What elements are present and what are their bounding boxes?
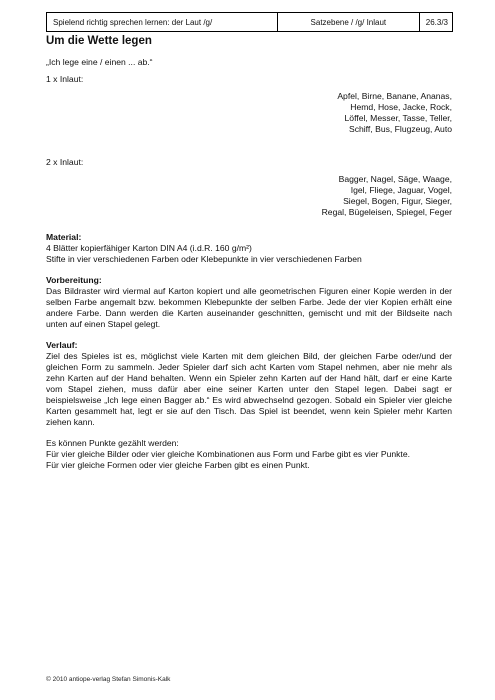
verlauf-heading: Verlauf:	[46, 340, 78, 350]
vorbereitung-text: Das Bildraster wird viermal auf Karton kopiert und alle geometrischen Figuren einer Kopie werden in der selben Farbe angemalt bzw. bekommen Klebepunkte der selben Farbe. Jede der vier Kopien erhält eine andere Farbe. Dann werden die Karten auseinander geschnitten, gemischt und mit der Bildseite nach unten auf einen Stapel gelegt.	[46, 286, 452, 329]
word-list-1-line: Hemd, Hose, Jacke, Rock,	[350, 102, 452, 112]
word-list-2-line: Regal, Bügeleisen, Spiegel, Feger	[321, 207, 452, 217]
word-list-1-line: Löffel, Messer, Tasse, Teller,	[344, 113, 452, 123]
page-title: Um die Wette legen	[46, 35, 152, 47]
target-sentence: „Ich lege eine / einen ... ab.“	[46, 57, 153, 67]
copyright-footer: © 2010 antiope-verlag Stefan Simonis-Kalk	[46, 676, 171, 683]
section1-label: 1 x Inlaut:	[46, 74, 84, 84]
word-list-1	[46, 91, 452, 135]
header-title: Spielend richtig sprechen lernen: der Laut /g/	[47, 13, 278, 31]
verlauf-text: Ziel des Spieles ist es, möglichst viele Karten mit dem gleichen Bild, der gleichen Farbe oder/und der gleichen Form zu sammeln. Jeder Spieler darf sich acht Karten vom Stapel nehmen, aber nie mehr als zehn Karten auf der Hand behalten. Wenn ein Spieler zehn Karten auf der Hand hält, darf er eine Karte vom Stapel ziehen, muss dafür aber eine seiner Karten unter den Stapel legen. Dabei sagt er beispielsweise „Ich lege einen Bagger ab.“ Es wird abwechselnd gezogen. Sobald ein Spieler vier gleiche Karten gesammelt hat, legt er sie auf den Tisch. Das Spiel ist beendet, wenn kein Spieler mehr Karten ziehen kann.	[46, 351, 452, 427]
header-level: Satzebene / /g/ Inlaut	[278, 13, 420, 31]
header-table	[46, 12, 453, 32]
word-list-2-line: Bagger, Nagel, Säge, Waage,	[338, 174, 452, 184]
material-line: Stifte in vier verschiedenen Farben oder Klebepunkte in vier verschiedenen Farben	[46, 254, 362, 264]
material-line: 4 Blätter kopierfähiger Karton DIN A4 (i.d.R. 160 g/m²)	[46, 243, 252, 253]
word-list-2	[46, 174, 452, 218]
vorbereitung-heading: Vorbereitung:	[46, 275, 102, 285]
punkte-line-1: Für vier gleiche Bilder oder vier gleiche Kombinationen aus Form und Farbe gibt es vier Punkte.	[46, 449, 410, 459]
header-page-number: 26.3/3	[425, 17, 448, 27]
punkte-line-2: Für vier gleiche Formen oder vier gleiche Farben gibt es einen Punkt.	[46, 460, 310, 470]
section2-label: 2 x Inlaut:	[46, 157, 84, 167]
worksheet-content	[46, 36, 452, 471]
material-heading: Material:	[46, 232, 82, 242]
word-list-1-line: Apfel, Birne, Banane, Ananas,	[337, 91, 452, 101]
punkte-intro: Es können Punkte gezählt werden:	[46, 438, 179, 448]
word-list-2-line: Siegel, Bogen, Figur, Sieger,	[343, 196, 452, 206]
word-list-2-line: Igel, Fliege, Jaguar, Vogel,	[350, 185, 452, 195]
word-list-1-line: Schiff, Bus, Flugzeug, Auto	[348, 124, 452, 134]
